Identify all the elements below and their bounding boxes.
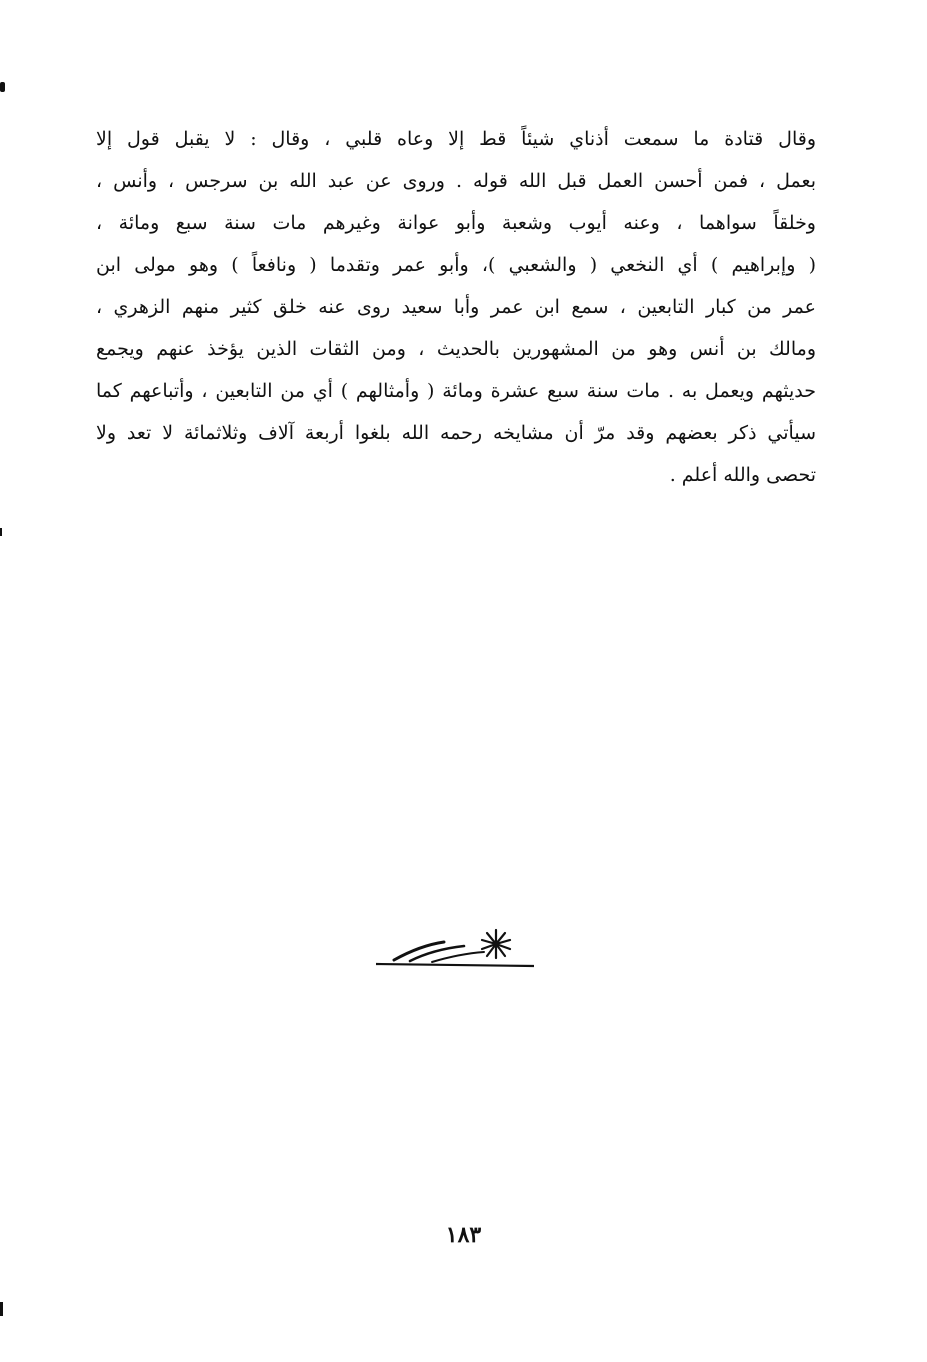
flower-flourish-icon [372,922,538,972]
scan-edge-mark [0,1302,3,1316]
text-line: عمر من كبار التابعين ، سمع ابن عمر وأبا سعيد روى عنه خلق كثير منهم الزهري ، [96,296,816,318]
text-line: ( وإبراهيم ) أي النخعي ( والشعبي )، وأبو عمر وتقدما ( ونافعاً ) وهو مولى ابن [96,254,816,276]
scan-edge-mark [0,528,2,536]
body-text [96,118,816,496]
text-line: تحصى والله أعلم . [669,464,816,486]
text-line: بعمل ، فمن أحسن العمل قبل الله قوله . وروى عن عبد الله بن سرجس ، وأنس ، [96,170,816,192]
scan-edge-mark [0,82,5,92]
text-line: حديثهم ويعمل به . مات سنة سبع عشرة ومائة ( وأمثالهم ) أي من التابعين ، وأتباعهم كما [96,380,816,402]
page-number: ١٨٣ [445,1222,482,1248]
text-line: سيأتي ذكر بعضهم وقد مرّ أن مشايخه رحمه الله بلغوا أربعة آلاف وثلاثمائة لا تعد ولا [96,422,816,444]
text-line: ومالك بن أنس وهو من المشهورين بالحديث ، ومن الثقات الذين يؤخذ عنهم ويجمع [96,338,816,360]
text-line: وقال قتادة ما سمعت أذناي شيئاً قط إلا وعاه قلبي ، وقال : لا يقبل قول إلا [96,128,816,150]
text-line: وخلقاً سواهما ، وعنه أيوب وشعبة وأبو عوانة وغيرهم مات سنة سبع ومائة ، [96,212,816,234]
